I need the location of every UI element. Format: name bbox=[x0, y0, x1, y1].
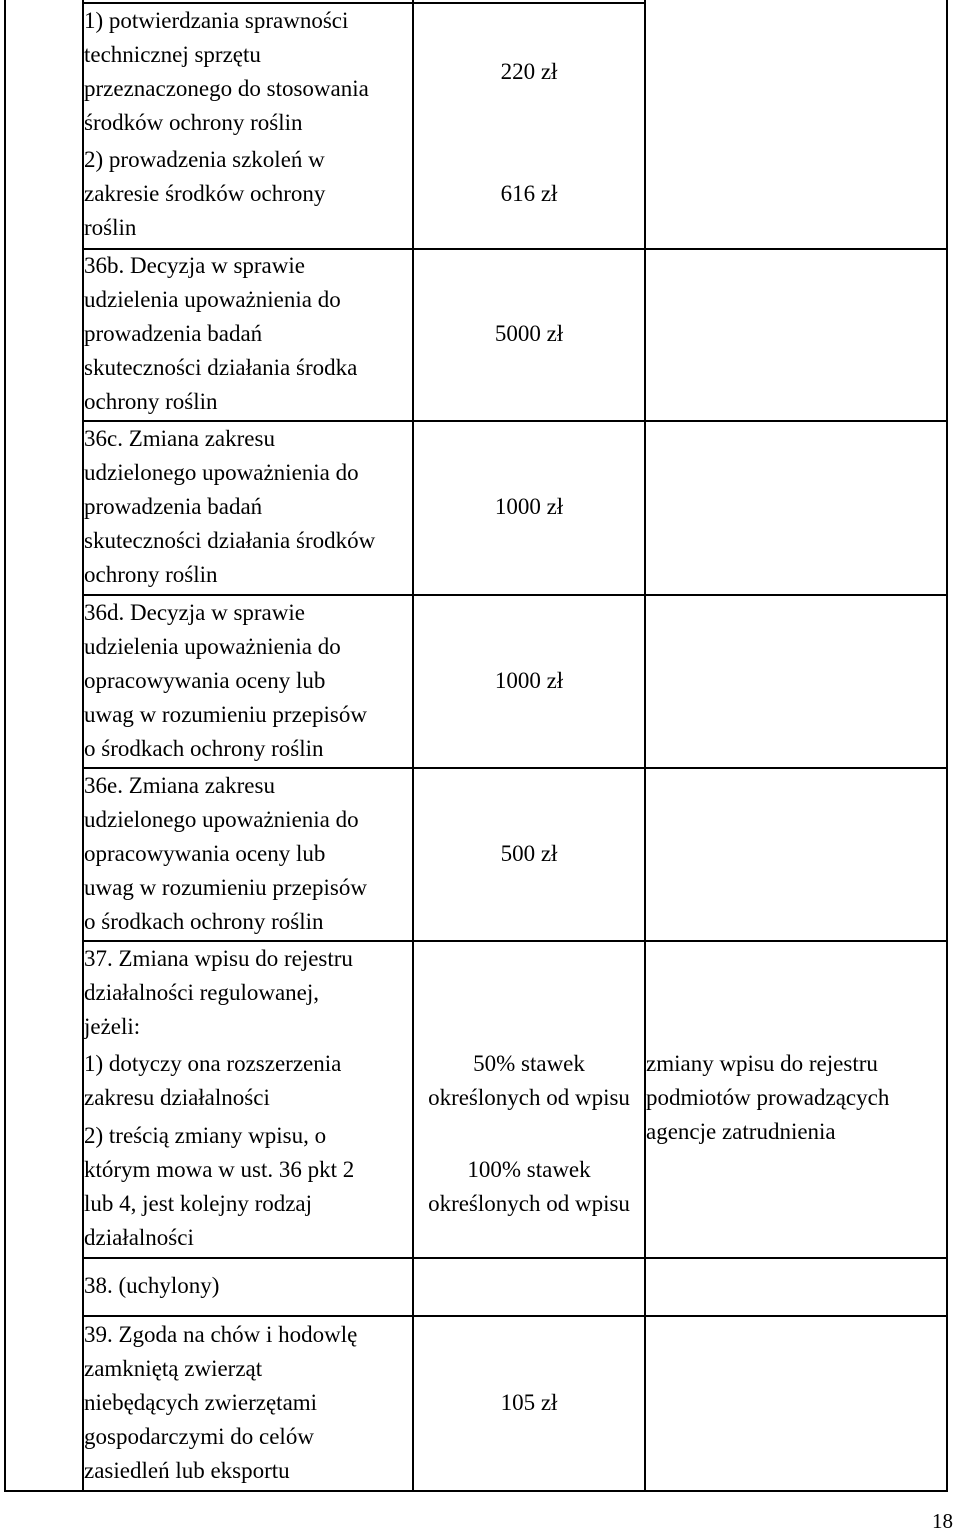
row-36d-amount: 1000 zł bbox=[494, 668, 564, 693]
row-38-description-line: 38. (uchylony) bbox=[84, 1273, 220, 1298]
row-36e-description-line: opracowywania oceny lub bbox=[84, 841, 326, 866]
row-37-note-line: podmiotów prowadzących bbox=[646, 1085, 890, 1110]
row-1-description-line: 2) prowadzenia szkoleń w bbox=[84, 147, 325, 172]
column-divider-3 bbox=[644, 0, 646, 1492]
row-37-description-line: działalności bbox=[84, 1225, 194, 1250]
row-1-amount-2: 616 zł bbox=[500, 181, 558, 206]
row-36b-amount: 5000 zł bbox=[494, 321, 564, 346]
row-37-note-line: zmiany wpisu do rejestru bbox=[646, 1051, 878, 1076]
row-37-description-line: którym mowa w ust. 36 pkt 2 bbox=[84, 1157, 355, 1182]
row-37-description-line: jeżeli: bbox=[84, 1014, 141, 1039]
row-37-note-line: agencje zatrudnienia bbox=[646, 1119, 836, 1144]
row-1-description-line: przeznaczonego do stosowania bbox=[84, 76, 369, 101]
row-36e-description-line: udzielonego upoważnienia do bbox=[84, 807, 359, 832]
row-39-description-line: niebędących zwierzętami bbox=[84, 1390, 318, 1415]
row-36b-description-line: skuteczności działania środka bbox=[84, 355, 358, 380]
row-39-description-line: gospodarczymi do celów bbox=[84, 1424, 314, 1449]
row-37-amount-line: określonych od wpisu bbox=[428, 1085, 630, 1110]
row-36c-description-line: skuteczności działania środków bbox=[84, 528, 376, 553]
row-37-amount-line: 50% stawek bbox=[473, 1051, 585, 1076]
row-1-description-line: technicznej sprzętu bbox=[84, 42, 261, 67]
table-border-bottom bbox=[4, 1490, 948, 1492]
row-37-amount-line: określonych od wpisu bbox=[428, 1191, 630, 1216]
row-37-amount-line: 100% stawek bbox=[467, 1157, 591, 1182]
row-1-description-line: roślin bbox=[84, 215, 137, 240]
row-36b-description-line: ochrony roślin bbox=[84, 389, 218, 414]
row-36b-description-line: udzielenia upoważnienia do bbox=[84, 287, 341, 312]
page-number: 18 bbox=[932, 1509, 953, 1533]
row-1-description-line: 1) potwierdzania sprawności bbox=[84, 8, 349, 33]
row-37-description-line: 1) dotyczy ona rozszerzenia bbox=[84, 1051, 342, 1076]
row-36c-description-line: 36c. Zmiana zakresu bbox=[84, 426, 275, 451]
column-divider-2 bbox=[412, 0, 414, 1492]
row-36d-description-line: 36d. Decyzja w sprawie bbox=[84, 600, 305, 625]
row-1-description-line: środków ochrony roślin bbox=[84, 110, 303, 135]
row-1-description-line: zakresie środków ochrony bbox=[84, 181, 326, 206]
row-39-amount: 105 zł bbox=[500, 1390, 558, 1415]
row-37-description-line: lub 4, jest kolejny rodzaj bbox=[84, 1191, 313, 1216]
row-1-amount-1: 220 zł bbox=[500, 59, 558, 84]
row-36c-amount: 1000 zł bbox=[494, 494, 564, 519]
row-37-description-line: 2) treścią zmiany wpisu, o bbox=[84, 1123, 327, 1148]
row-36d-description-line: udzielenia upoważnienia do bbox=[84, 634, 341, 659]
row-36e-description-line: o środkach ochrony roślin bbox=[84, 909, 324, 934]
row-36d-description-line: uwag w rozumieniu przepisów bbox=[84, 702, 367, 727]
row-36b-description-line: 36b. Decyzja w sprawie bbox=[84, 253, 305, 278]
row-divider bbox=[82, 1257, 948, 1259]
row-37-description-line: działalności regulowanej, bbox=[84, 980, 320, 1005]
row-36d-description-line: opracowywania oceny lub bbox=[84, 668, 326, 693]
row-37-description-line: 37. Zmiana wpisu do rejestru bbox=[84, 946, 353, 971]
row-39-description-line: 39. Zgoda na chów i hodowlę bbox=[84, 1322, 358, 1347]
row-37-description-line: zakresu działalności bbox=[84, 1085, 270, 1110]
row-36c-description-line: udzielonego upoważnienia do bbox=[84, 460, 359, 485]
table-border-right bbox=[946, 0, 948, 1492]
row-39-description-line: zasiedleń lub eksportu bbox=[84, 1458, 290, 1483]
row-36e-description-line: uwag w rozumieniu przepisów bbox=[84, 875, 367, 900]
row-36b-description-line: prowadzenia badań bbox=[84, 321, 263, 346]
row-36d-description-line: o środkach ochrony roślin bbox=[84, 736, 324, 761]
row-36e-description-line: 36e. Zmiana zakresu bbox=[84, 773, 275, 798]
row-39-description-line: zamkniętą zwierząt bbox=[84, 1356, 263, 1381]
table-border-left bbox=[4, 0, 6, 1492]
row-36c-description-line: ochrony roślin bbox=[84, 562, 218, 587]
row-36c-description-line: prowadzenia badań bbox=[84, 494, 263, 519]
row-divider bbox=[82, 1315, 948, 1317]
row-36e-amount: 500 zł bbox=[500, 841, 558, 866]
